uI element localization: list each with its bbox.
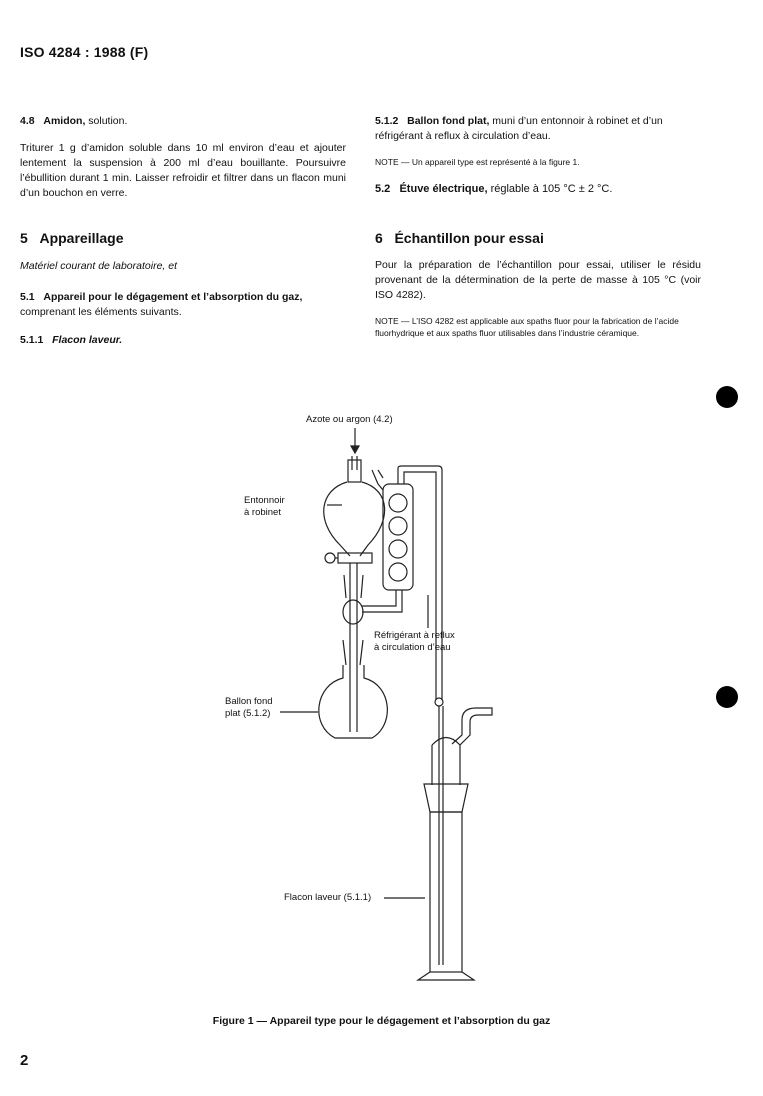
section-5-1-heading: 5.1 Appareil pour le dégagement et l’absorption du gaz, comprenant les éléments suivants. xyxy=(20,291,303,318)
label-gas-inlet: Azote ou argon (4.2) xyxy=(306,414,393,425)
condenser-bulb xyxy=(389,540,407,558)
section-6-heading: 6 Échantillon pour essai xyxy=(375,230,544,246)
label-flask: Ballon fond plat (5.1.2) xyxy=(225,696,273,719)
figure-caption: Figure 1 — Appareil type pour le dégagement et l’absorption du gaz xyxy=(212,1015,551,1027)
washer-foot xyxy=(418,972,474,980)
adapter-bulb xyxy=(343,600,363,624)
condenser-bulb xyxy=(389,494,407,512)
section-4-8-heading: 4.8 Amidon, solution. xyxy=(20,115,128,127)
ground-joint xyxy=(343,640,363,665)
stopcock xyxy=(338,553,372,563)
document-header: ISO 4284 : 1988 (F) xyxy=(20,44,149,60)
tube-joint xyxy=(435,698,443,706)
section-4-8-body: Triturer 1 g d’amidon soluble dans 10 ml environ d’eau et ajouter lentement la suspension à 200 ml d’eau bouillante. Poursuivre l’ébullition durant 1 min. Laisser refroidir et filtrer dans un flacon muni d’un bouchon en verre. xyxy=(20,142,346,199)
flat-bottom-flask xyxy=(319,665,388,738)
section-6-body: Pour la préparation de l’échantillon pour essai, utiliser le résidu provenant de la détermination de la perte de masse à 105 °C (voir ISO 4282). xyxy=(375,259,701,301)
page-number: 2 xyxy=(20,1052,29,1069)
section-5-intro: Matériel courant de laboratoire, et xyxy=(20,260,178,272)
funnel-stopper xyxy=(348,460,361,482)
gas-inlet-arrowhead xyxy=(351,446,359,453)
separatory-funnel xyxy=(324,482,385,556)
stopcock-handle xyxy=(325,553,335,563)
label-funnel: Entonnoir à robinet xyxy=(244,495,285,518)
section-5-1-1-heading: 5.1.1 Flacon laveur. xyxy=(20,334,123,346)
condenser-bulb xyxy=(389,517,407,535)
condenser-bulb xyxy=(389,563,407,581)
label-washer: Flacon laveur (5.1.1) xyxy=(284,892,372,903)
note-iso-4282: NOTE — L’ISO 4282 est applicable aux spaths fluor pour la fabrication de l’acide fluorhydrique et aux spaths fluor utilisables dans l’industrie céramique. xyxy=(375,316,679,338)
label-condenser: Réfrigérant à reflux à circulation d’eau xyxy=(374,630,455,653)
washer-head xyxy=(432,745,460,785)
note-figure-ref: NOTE — Un appareil type est représenté à la figure 1. xyxy=(375,157,580,167)
washer-stopper xyxy=(424,784,468,812)
washer-cylinder xyxy=(430,812,462,972)
section-5-1-2: 5.1.2 Ballon fond plat, muni d’un entonnoir à robinet et d’un réfrigérant à reflux à circulation d’eau. xyxy=(375,115,663,142)
section-5-heading: 5 Appareillage xyxy=(20,230,124,246)
condenser-jacket xyxy=(383,484,413,590)
section-5-2: 5.2 Étuve électrique, réglable à 105 °C ± 2 °C. xyxy=(375,183,613,195)
